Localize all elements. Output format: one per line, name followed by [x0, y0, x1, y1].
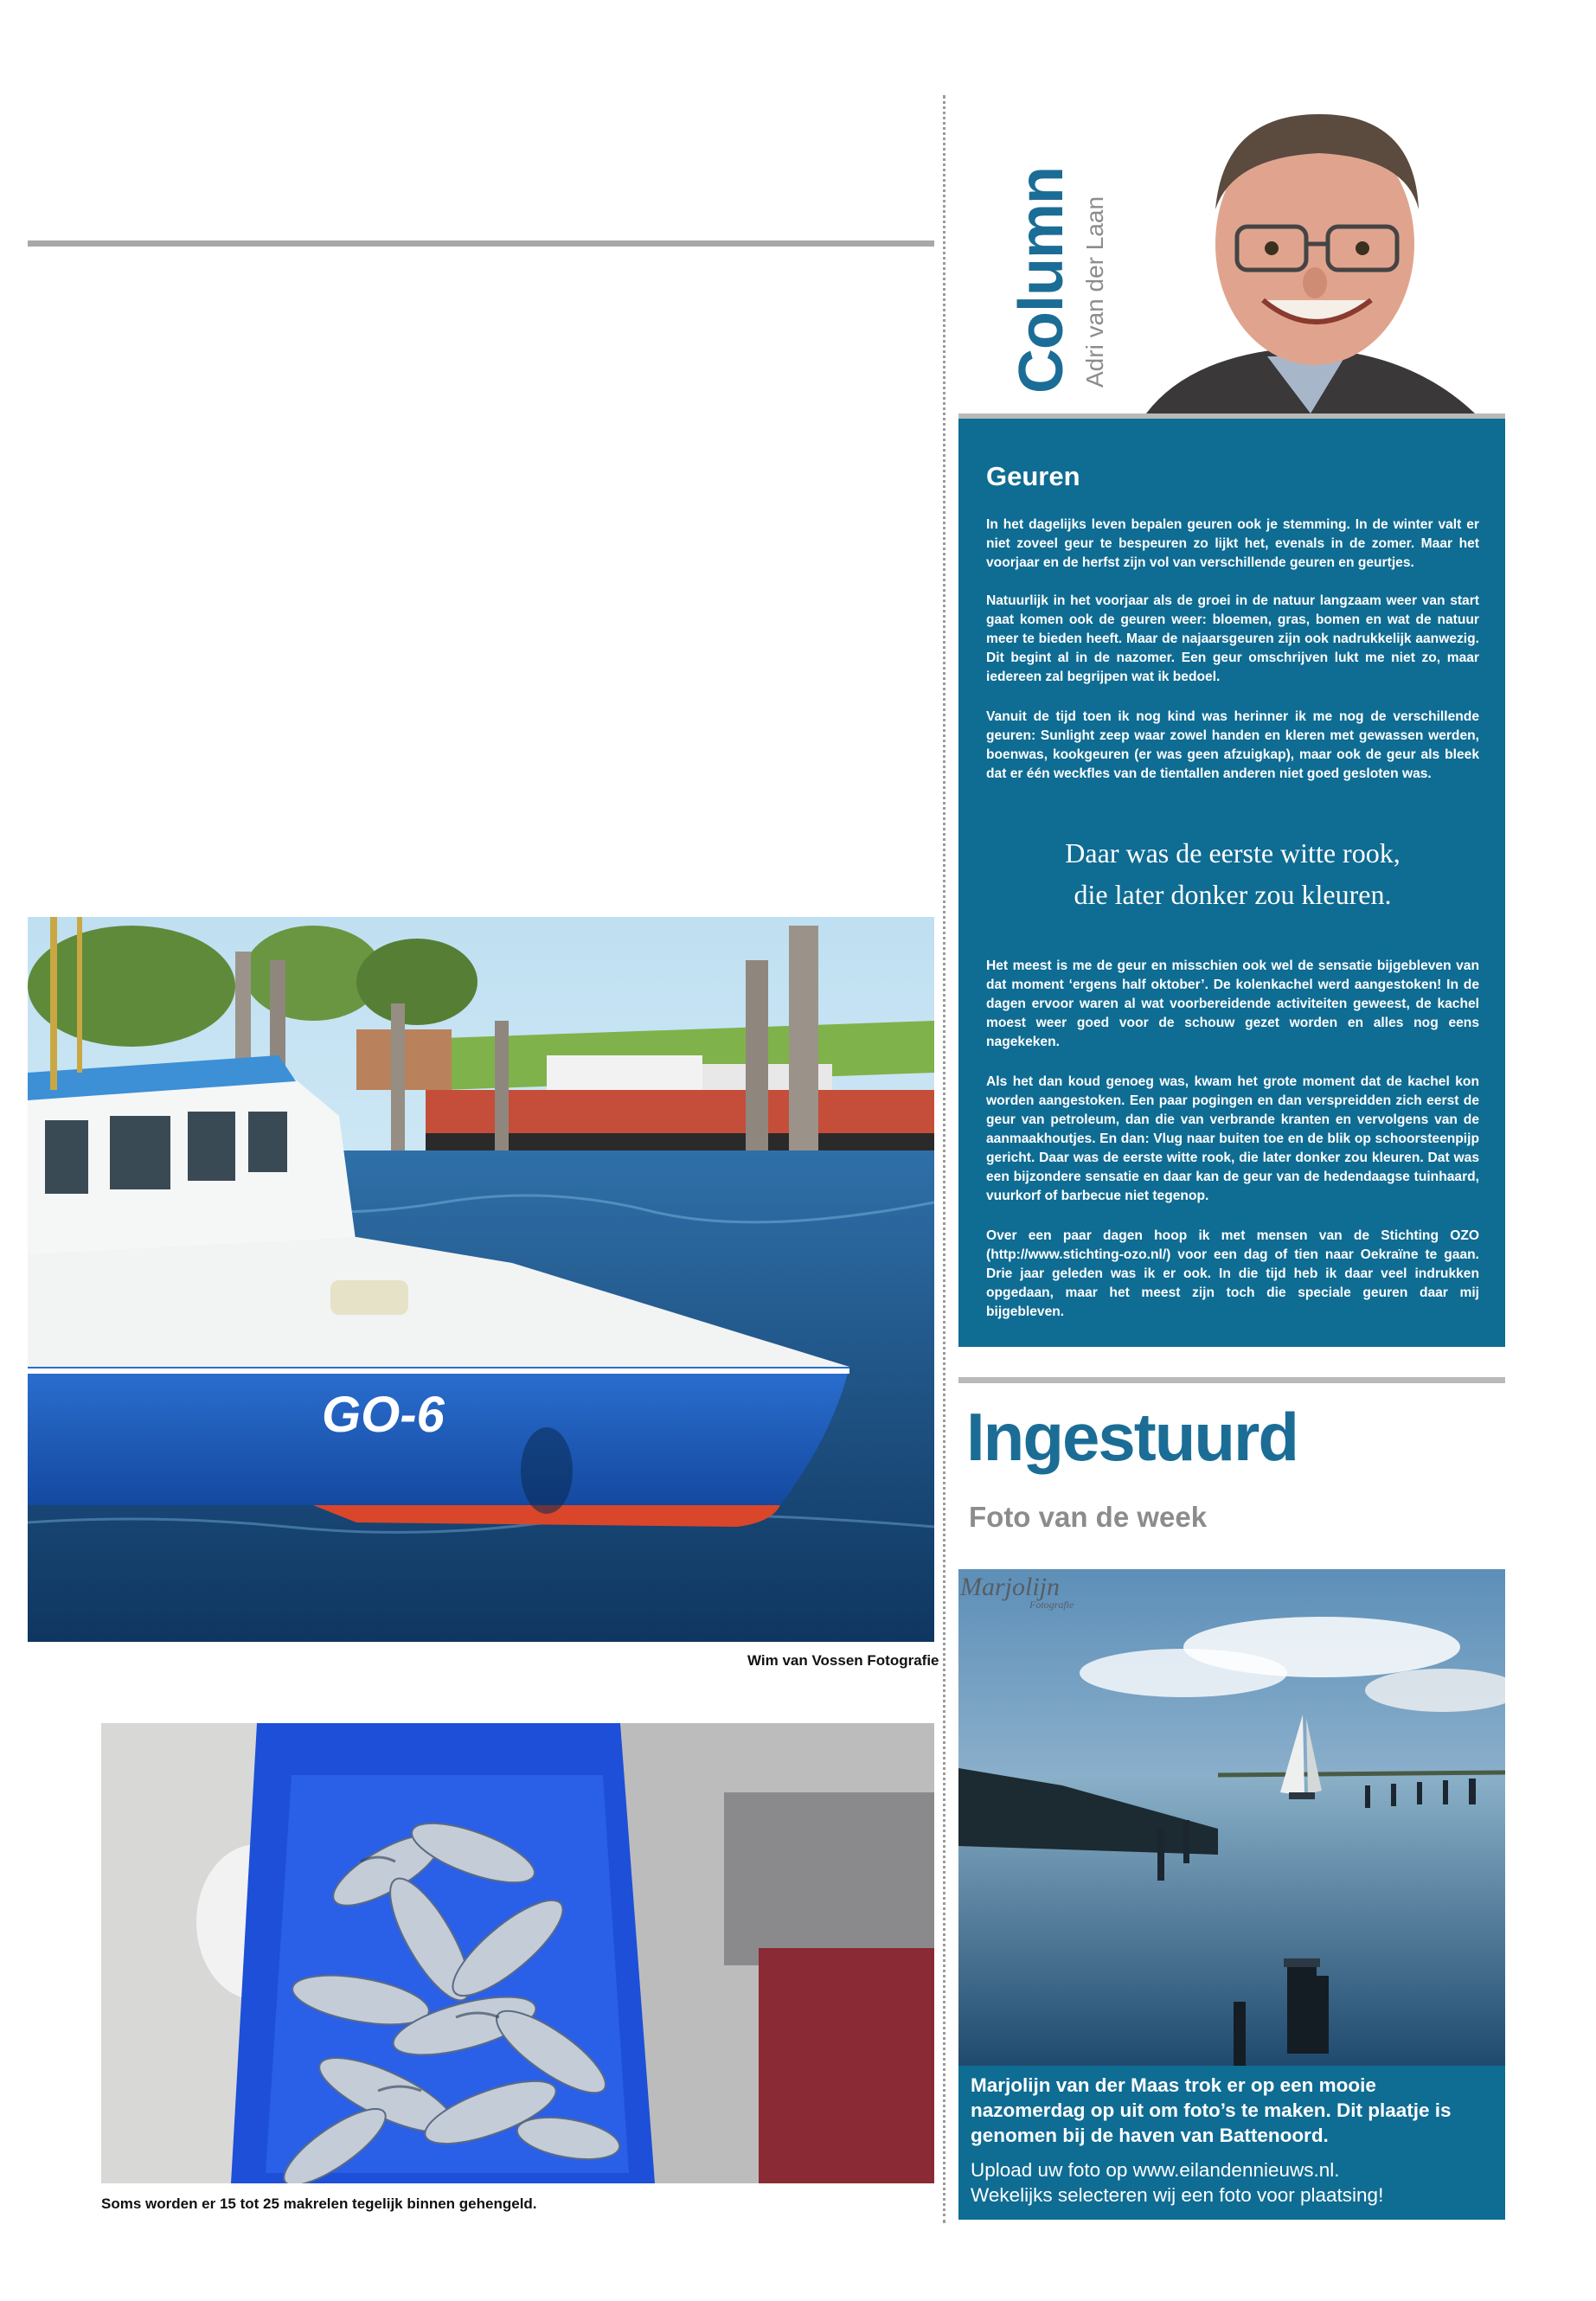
pull-quote-line-1: Daar was de eerste witte rook, — [1065, 837, 1401, 868]
ingestuurd-title: Ingestuurd — [966, 1399, 1298, 1475]
upload-instructions — [971, 2157, 1498, 2208]
column-paragraph-3: Vanuit de tijd toen ik nog kind was herinner ik me nog de verschillende geuren: Sunlight zeep waar zowel handen en kleren met gewassen werden, boenwas, kookgeuren (er was geen afzuigkap), maar ook de geur als bleek dat er één weckfles van de tientallen anderen niet goed gesloten was. — [986, 709, 1479, 781]
column-paragraph-6: Over een paar dagen hoop ik met mensen van de Stichting OZO (http://www.stichting-ozo.nl/) voor een dag of tien naar Oekraïne te gaan. Drie jaar geleden was ik er ook. In die tijd heb ik daar veel indrukken opgedaan, maar het meest zijn toch die speciale geuren daar mij bijgebleven. — [986, 1228, 1479, 1319]
photo-of-the-week-caption: Marjolijn van der Maas trok er op een mooie nazomerdag op uit om foto’s te maken. Dit plaatje is genomen bij de haven van Battenoord. — [971, 2074, 1452, 2146]
column-header-word: Column — [1007, 167, 1076, 394]
photo-watermark: Marjolijn — [960, 1573, 1061, 1601]
upload-line-2: Wekelijks selecteren wij een foto voor plaatsing! — [971, 2184, 1384, 2206]
column-divider — [943, 95, 945, 2223]
column-pull-quote — [986, 832, 1479, 915]
column-paragraph-5: Als het dan koud genoeg was, kwam het grote moment dat de kachel kon worden aangestoken. Een paar pogingen en dan verspreidden zich eerst de geur van petroleum, dan die van verbrande kranten en vervolgens van de aanmaakhoutjes. En dan: Vlug naar buiten toe en de blik op schoorsteenpijp gericht. Daar was de eerste witte rook, die later donker zou kleuren. Dat was een bijzondere sensatie en daar kan de geur van de hedendaagse tuinhaard, vuurkorf of barbecue niet tegenop. — [986, 1074, 1479, 1203]
ingestuurd-rule — [958, 1377, 1505, 1383]
top-rule — [28, 240, 934, 247]
boat-photo — [28, 917, 934, 1642]
column-author: Adri van der Laan — [1081, 195, 1108, 388]
column-paragraph-1: In het dagelijks leven bepalen geuren ook je stemming. In de winter valt er niet zoveel geur te bespeuren zo lijkt het, evenals in de zomer. Maar het voorjaar en de herfst zijn vol van verschillende geuren en geurtjes. — [986, 517, 1479, 570]
ingestuurd-subtitle: Foto van de week — [969, 1501, 1208, 1533]
fish-photo-caption: Soms worden er 15 tot 25 makrelen tegelijk binnen gehengeld. — [101, 2195, 537, 2212]
upload-line-1: Upload uw foto op www.eilandennieuws.nl. — [971, 2159, 1340, 2181]
hull-registration: GO-6 — [322, 1387, 445, 1443]
column-paragraph-4: Het meest is me de geur en misschien ook wel de sensatie bijgebleven van dat moment ‘ergens half oktober’. De kolenkachel werd aangestoken! In de dagen ervoor waren al wat voorbereidende activiteiten geweest, de kachel moest weer goed voor de schouw gezet worden en alles nog eens nagekeken. — [986, 958, 1479, 1049]
photo-watermark-sub: Fotografie — [1029, 1599, 1074, 1611]
author-portrait — [1120, 80, 1505, 413]
boat-photo-caption: Wim van Vossen Fotografie — [747, 1652, 939, 1669]
column-paragraph-2: Natuurlijk in het voorjaar als de groei in de natuur langzaam weer van start gaat komen ook de geuren weer: bloemen, gras, bomen en wat de natuur meer te bieden heeft. Maar de najaarsgeuren zijn ook nadrukkelijk aanwezig. Dit begint al in de nazomer. Een geur omschrijven lukt me niet zo, maar iedereen zal begrijpen wat ik bedoel. — [986, 593, 1479, 684]
column-title: Geuren — [986, 461, 1080, 491]
fish-photo — [101, 1723, 934, 2183]
photo-of-the-week — [958, 1569, 1505, 2066]
pull-quote-line-2: die later donker zou kleuren. — [1074, 879, 1392, 910]
